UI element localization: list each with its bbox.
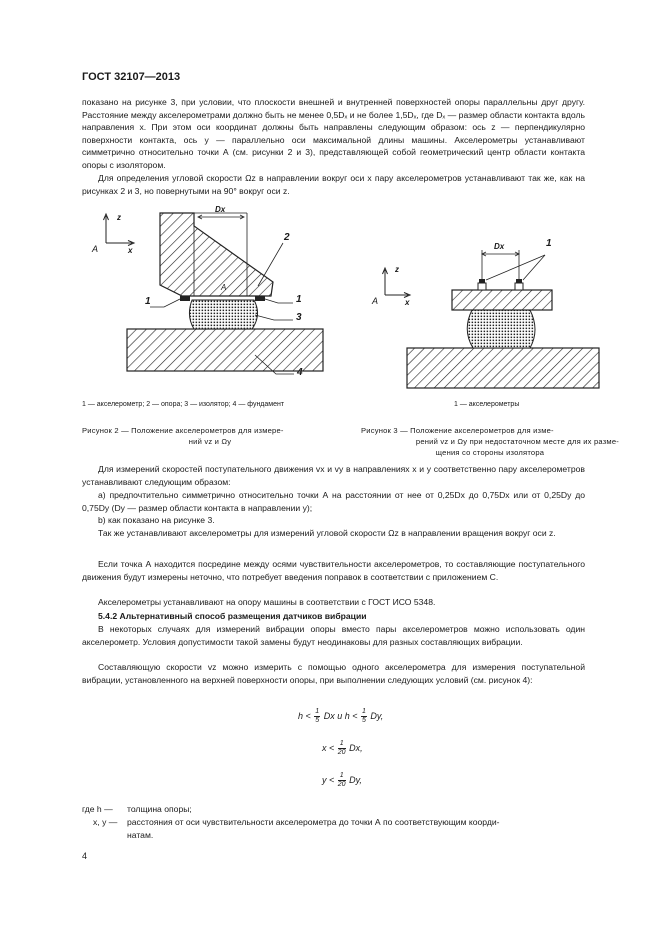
fig3-accelerometer-right [515, 283, 523, 290]
fig3-axis-a-label: A [372, 296, 379, 306]
fig3-caption: Рисунок 3 — Положение акселерометров для изме- рений vz и Ωy при недостаточном месте для их разме- щения со стороны изолятора [361, 426, 619, 457]
fig2-caption: Рисунок 2 — Положение акселерометров для измере- ний vz и Ωy [82, 426, 284, 446]
fig2-legend: 1 — акселерометр; 2 — опора; 3 — изолятор; 4 — фундамент [82, 401, 285, 408]
section-heading-5-4-2: 5.4.2 Альтернативный способ размещения датчиков вибрации [98, 611, 367, 621]
fig2-dx-label: Dx [215, 205, 226, 214]
angular-paragraph: Для определения угловой скорости Ωz в направлении вокруг оси x пару акселерометров устанавливают так же, как на рисунках 2 и 3, но повернутыми на 90° вокруг оси z. [82, 173, 585, 196]
fig3-axis-z-label: z [395, 265, 399, 274]
fig3-support [452, 290, 552, 310]
fig2-label-3: 3 [296, 312, 302, 323]
definition-h-term: где h — [82, 804, 113, 814]
fig2-label-2: 2 [284, 232, 290, 243]
page-number: 4 [82, 851, 88, 861]
fig3-foundation [407, 348, 599, 388]
alternative-paragraph: В некоторых случаях для измерений вибрации опоры вместо пары акселерометров можно использовать один акселерометр. Условия допустимости такой замены будут неодинаковы для разных составляющих вибрации. [82, 624, 585, 647]
fig2-axis-z-label: z [117, 213, 121, 222]
fig3-label-1: 1 [546, 238, 552, 249]
list-item-b: b) как показано на рисунке 3. [98, 515, 215, 525]
fig3-accelerometer-left [478, 283, 486, 290]
fig2-axis-a-label: A [92, 244, 99, 254]
list-item-a: а) предпочтительно симметрично относительно точки А на расстоянии от нее от 0,25Dx до 0,75Dx или от 0,25Dy до 0,75Dy (Dy — размер области контакта в направлении y); [82, 490, 585, 513]
translation-paragraph: Для измерений скоростей поступательного движения vx и vy в направлениях x и y соответственно пару акселерометров устанавливают следующим образом: [82, 464, 585, 487]
rotation-paragraph: Так же устанавливают акселерометры для измерений угловой скорости Ωz в направлении вращения вокруг оси z. [98, 528, 556, 538]
conditions-paragraph: Составляющую скорости vz можно измерить с помощью одного акселерометра для измерения поступательной вибрации, установленного на верхней поверхности опоры, при выполнении следующих условий (см. рисунок 4): [82, 662, 585, 685]
fig3-legend: 1 — акселерометры [454, 401, 520, 408]
definition-h-text: толщина опоры; [127, 804, 192, 814]
fig2-label-1-left: 1 [145, 296, 151, 307]
intro-paragraph: показано на рисунке 3, при условии, что плоскости внешней и внутренней поверхностей опоры параллельны друг другу. Расстояние между акселерометрами должно быть не менее 0,5Dₓ и не более 1,5Dₓ, где Dₓ — размер области контакта вдоль направления x. При этом оси координат должны быть направлены следующим образом: ось z — перпендикулярно поверхности контакта, ось y — параллельно оси максимальной длины машины. Акселерометры устанавливают симметрично относительно точки А (см. рисунки 2 и 3), представляющей собой геометрический центр области контакта опоры с изолятором. [82, 97, 585, 170]
fig2-axis-x-label: x [128, 246, 133, 255]
fig2-label-4: 4 [297, 367, 303, 378]
formula-h: h < $\frac{1}{5}$ Dx и h < $\frac{1}{5}$ Dy, [298, 708, 384, 724]
document-header: ГОСТ 32107—2013 [82, 71, 181, 83]
fig3-axis-x-label: x [405, 298, 410, 307]
correction-paragraph: Если точка А находится посредине между осями чувствительности акселерометров, то составляющие поступательного движения будут измерены неточно, что потребует введения поправок в соответствии с приложением С. [82, 559, 585, 582]
definition-xy-term: x, y — [93, 817, 118, 827]
fig3-isolator [467, 310, 535, 348]
formula-y: y < $\frac{1}{20}$ Dy, [322, 772, 362, 788]
formula-x: x < $\frac{1}{20}$ Dx, [322, 740, 363, 756]
definition-xy-text: расстояния от оси чувствительности акселерометра до точки А по соответствующим коорди- натам. [127, 817, 500, 840]
fig2-point-a: A [221, 283, 227, 292]
fig2-label-1-right: 1 [296, 294, 302, 305]
standard-reference-paragraph: Акселерометры устанавливают на опору машины в соответствии с ГОСТ ИСО 5348. [98, 597, 436, 607]
fig3-dx-label: Dx [494, 242, 505, 251]
